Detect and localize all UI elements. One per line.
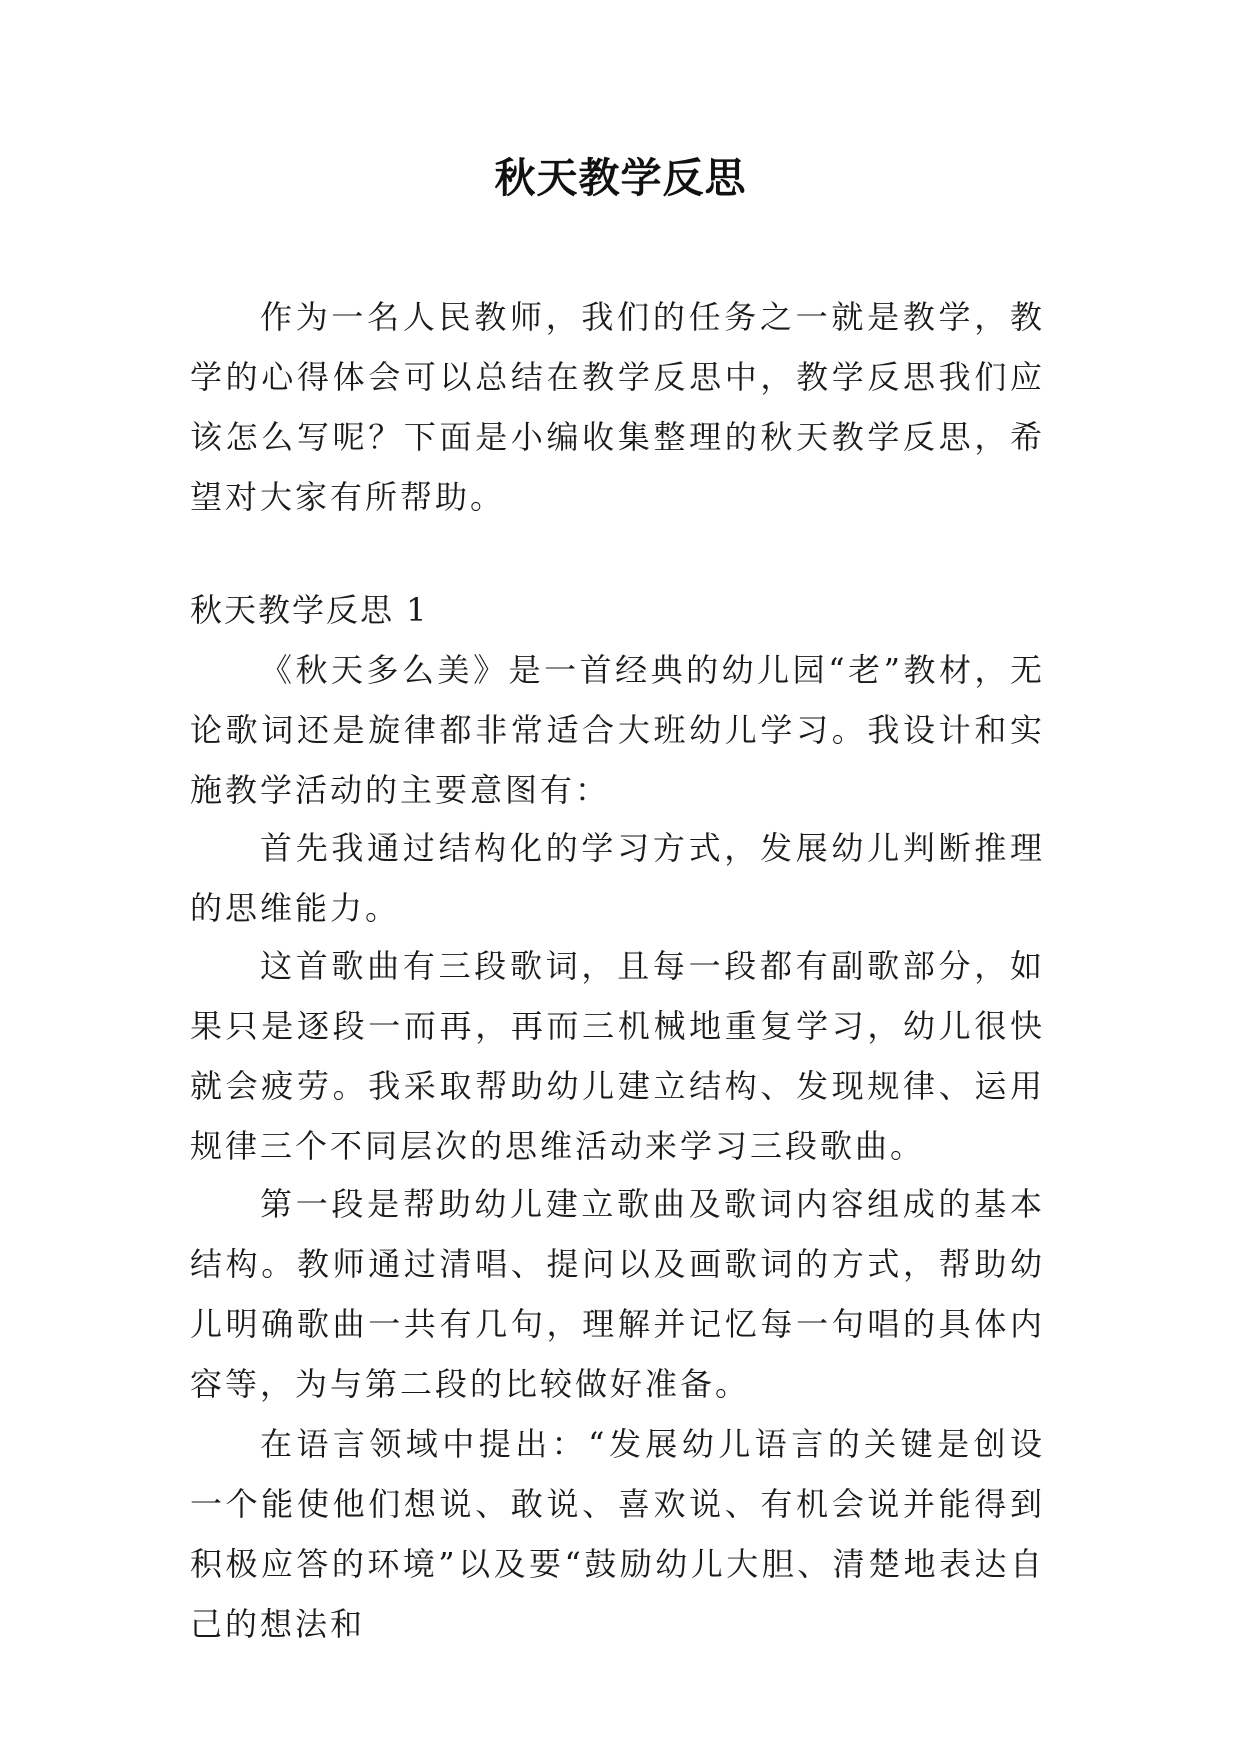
intro-paragraph: 作为一名人民教师，我们的任务之一就是教学，教学的心得体会可以总结在教学反思中，教学反思我们应该怎么写呢？下面是小编收集整理的秋天教学反思，希望对大家有所帮助。: [190, 298, 1045, 516]
body-paragraph: 第一段是帮助幼儿建立歌曲及歌词内容组成的基本结构。教师通过清唱、提问以及画歌词的方式，帮助幼儿明确歌曲一共有几句，理解并记忆每一句唱的具体内容等，为与第二段的比较做好准备。: [190, 1185, 1045, 1403]
body-paragraph: 《秋天多么美》是一首经典的幼儿园“老”教材，无论歌词还是旋律都非常适合大班幼儿学习。我设计和实施教学活动的主要意图有：: [190, 651, 1045, 809]
body-paragraph: 这首歌曲有三段歌词，且每一段都有副歌部分，如果只是逐段一而再，再而三机械地重复学习，幼儿很快就会疲劳。我采取帮助幼儿建立结构、发现规律、运用规律三个不同层次的思维活动来学习三段歌曲。: [190, 947, 1045, 1165]
body-paragraph: 首先我通过结构化的学习方式，发展幼儿判断推理的思维能力。: [190, 829, 1045, 927]
body-paragraph: 在语言领域中提出：“发展幼儿语言的关键是创设一个能使他们想说、敢说、喜欢说、有机会说并能得到积极应答的环境”以及要“鼓励幼儿大胆、清楚地表达自己的想法和: [190, 1425, 1045, 1643]
section-heading: 秋天教学反思 1: [190, 591, 429, 629]
document-title: 秋天教学反思: [494, 154, 747, 202]
